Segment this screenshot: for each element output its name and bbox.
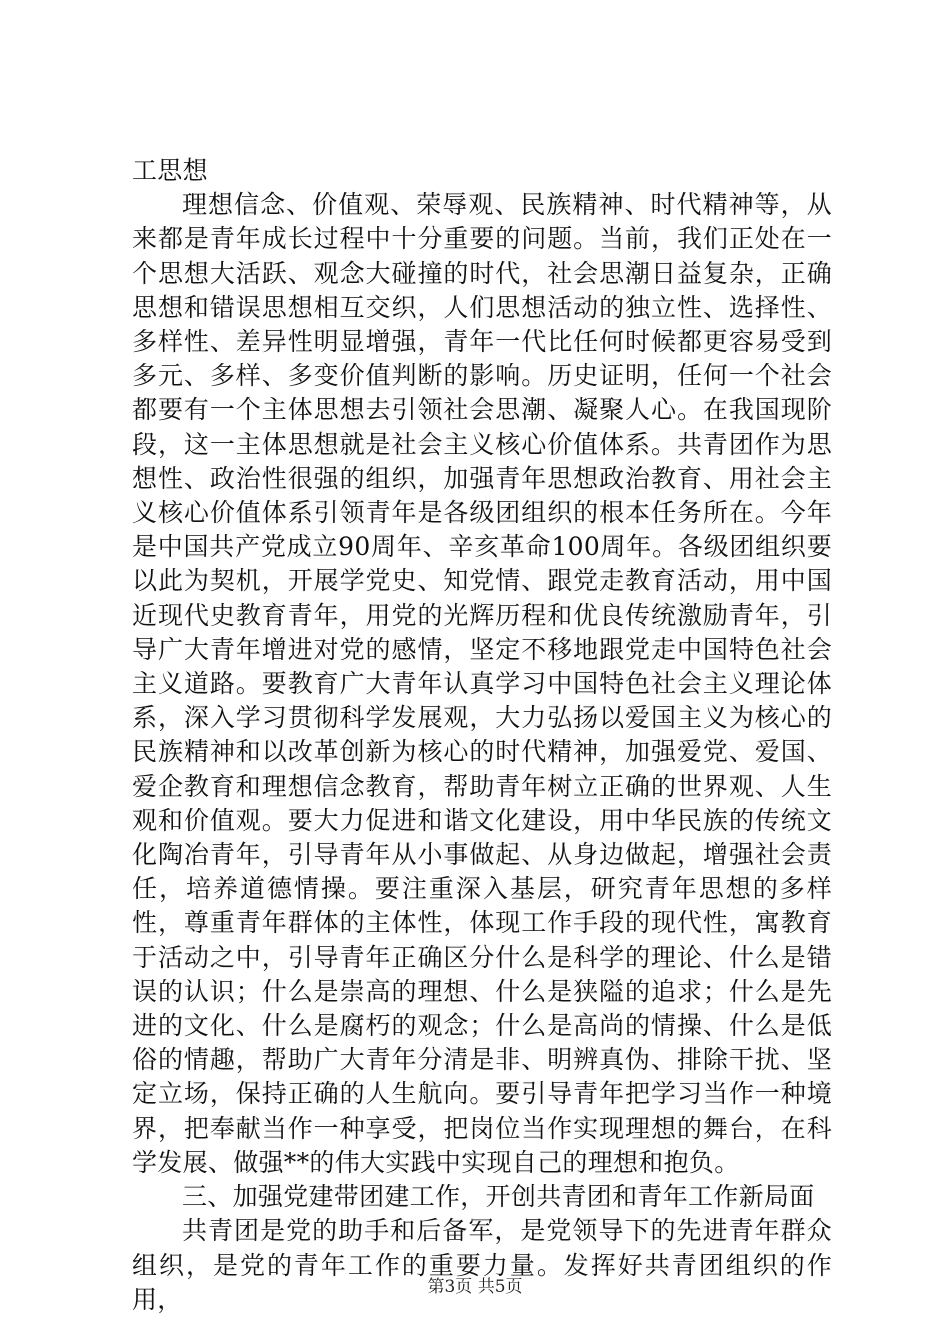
page-footer: 第3页 共5页 [427, 1277, 523, 1297]
paragraph-ideology: 理想信念、价值观、荣辱观、民族精神、时代精神等，从来都是青年成长过程中十分重要的问题。当前，我们正处在一个思想大活跃、观念大碰撞的时代，社会思潮日益复杂，正确思想和错误思想相互交织，人们思想活动的独立性、选择性、多样性、差异性明显增强，青年一代比任何时候都更容易受到多元、多样、多变价值判断的影响。历史证明，任何一个社会都要有一个主体思想去引领社会思潮、凝聚人心。在我国现阶段，这一主体思想就是社会主义核心价值体系。共青团作为思想性、政治性很强的组织，加强青年思想政治教育、用社会主义核心价值体系引领青年是各级团组织的根本任务所在。今年是中国共产党成立90周年、辛亥革命100周年。各级团组织要以此为契机，开展学党史、知党情、跟党走教育活动，用中国近现代史教育青年，用党的光辉历程和优良传统激励青年，引导广大青年增进对党的感情，坚定不移地跟党走中国特色社会主义道路。要教育广大青年认真学习中国特色社会主义理论体系，深入学习贯彻科学发展观，大力弘扬以爱国主义为核心的民族精神和以改革创新为核心的时代精神，加强爱党、爱国、爱企教育和理想信念教育，帮助青年树立正确的世界观、人生观和价值观。要大力促进和谐文化建设，用中华民族的传统文化陶冶青年，引导青年从小事做起、从身边做起，增强社会责任，培养道德情操。要注重深入基层，研究青年思想的多样性，尊重青年群体的主体性，体现工作手段的现代性，寓教育于活动之中，引导青年正确区分什么是科学的理论、什么是错误的认识；什么是崇高的理想、什么是狭隘的追求；什么是先进的文化、什么是腐朽的观念；什么是高尚的情操、什么是低俗的情趣，帮助广大青年分清是非、明辨真伪、排除干扰、坚定立场，保持正确的人生航向。要引导青年把学习当作一种境界，把奉献当作一种享受，把岗位当作实现理想的舞台，在科学发展、做强**的伟大实践中实现自己的理想和抱负。 [132, 190, 832, 1177]
section-heading: 三、加强党建带团建工作，开创共青团和青年工作新局面 [182, 1182, 815, 1212]
paragraph-continuation: 工思想 [132, 156, 208, 185]
document-body [132, 154, 832, 1317]
paragraph-youth-league: 共青团是党的助手和后备军，是党领导下的先进青年群众组织，是党的青年工作的重要力量。发挥好共青团组织的作用， [132, 1216, 832, 1314]
